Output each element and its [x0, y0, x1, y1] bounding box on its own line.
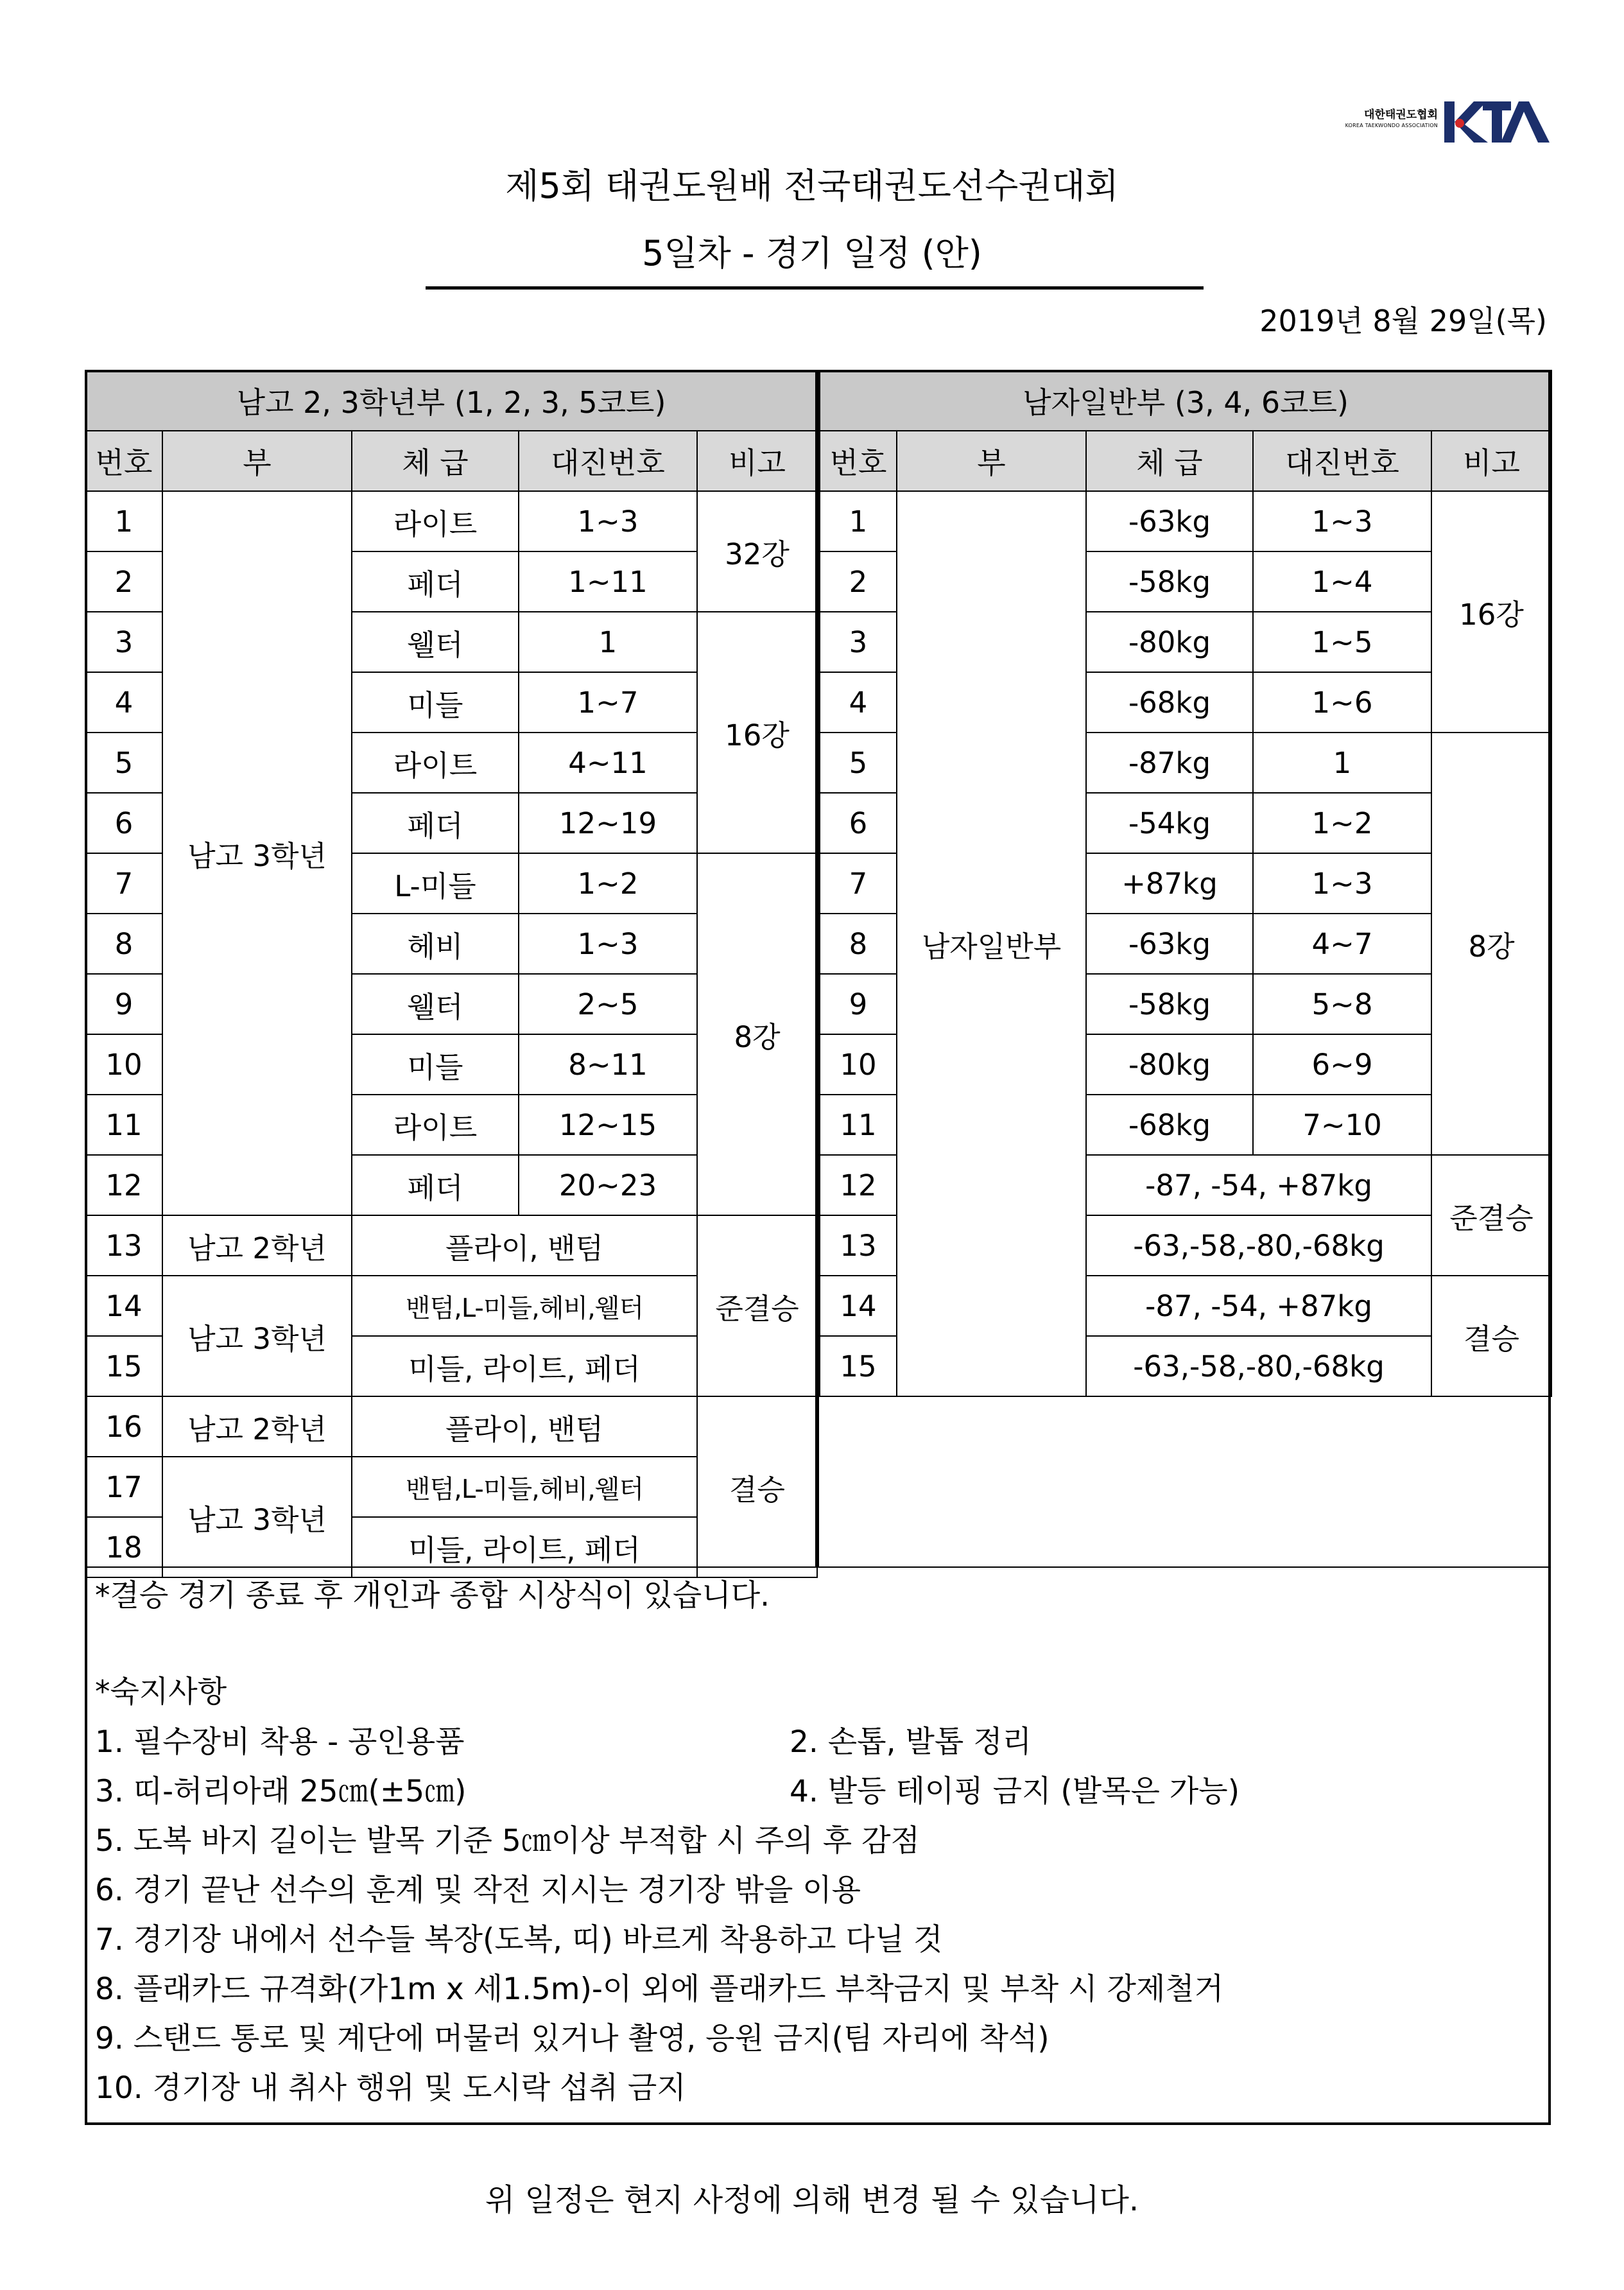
- weight-cell: -58kg: [1086, 551, 1253, 612]
- bracket-cell: 1~2: [519, 853, 697, 914]
- note-item: 3. 띠-허리아래 25㎝(±5㎝): [95, 1774, 467, 1809]
- row-number: 12: [85, 1155, 162, 1215]
- weight-cell: -68kg: [1086, 1095, 1253, 1155]
- row-number: 9: [820, 974, 897, 1034]
- row-number: 1: [85, 491, 162, 551]
- bracket-cell: 1~3: [519, 914, 697, 974]
- right-section-title: 남자일반부 (3, 4, 6코트): [820, 370, 1551, 431]
- bracket-cell: 1: [1253, 733, 1431, 793]
- bracket-cell: 1~3: [519, 491, 697, 551]
- bracket-cell: 12~19: [519, 793, 697, 853]
- row-number: 2: [820, 551, 897, 612]
- round-cell: 결승: [1431, 1276, 1551, 1396]
- row-number: 11: [820, 1095, 897, 1155]
- round-cell: 16강: [1431, 491, 1551, 733]
- row-number: 16: [85, 1396, 162, 1457]
- bracket-cell: 1~3: [1253, 491, 1431, 551]
- bracket-cell: 2~5: [519, 974, 697, 1034]
- weight-cell: -63kg: [1086, 914, 1253, 974]
- weights-cell: -63,-58,-80,-68kg: [1086, 1215, 1431, 1276]
- weight-cell: -68kg: [1086, 672, 1253, 733]
- right-header-division: 부: [897, 431, 1086, 491]
- bracket-cell: 6~9: [1253, 1034, 1431, 1095]
- schedule-frame: [85, 370, 1551, 2125]
- left-header-bracket: 대진번호: [519, 431, 697, 491]
- row-number: 5: [820, 733, 897, 793]
- row-number: 13: [85, 1215, 162, 1276]
- division-cell: 남고 3학년: [162, 1276, 352, 1396]
- row-number: 3: [85, 612, 162, 672]
- weight-cell: 라이트: [352, 491, 519, 551]
- weight-cell: 미들: [352, 1034, 519, 1095]
- division-cell: 남고 3학년: [162, 491, 352, 1215]
- weights-cell: -87, -54, +87kg: [1086, 1155, 1431, 1215]
- note-item: 1. 필수장비 착용 - 공인용품: [95, 1724, 465, 1760]
- weights-cell: -63,-58,-80,-68kg: [1086, 1336, 1431, 1396]
- weights-cell: 플라이, 밴텀: [352, 1215, 697, 1276]
- round-cell: 8강: [1431, 733, 1551, 1155]
- note-item: 8. 플래카드 규격화(가1m x 세1.5m)-이 외에 플래카드 부착금지 및 부착 시 강제철거: [95, 1972, 1224, 2007]
- division-cell: 남고 2학년: [162, 1396, 352, 1457]
- left-header-no: 번호: [85, 431, 162, 491]
- weights-cell: 미들, 라이트, 페더: [352, 1517, 697, 1577]
- round-cell: 결승: [697, 1396, 817, 1577]
- logo-english-name: KOREA TAEKWONDO ASSOCIATION: [1345, 123, 1438, 128]
- bracket-cell: 7~10: [1253, 1095, 1431, 1155]
- round-cell: 준결승: [1431, 1155, 1551, 1276]
- division-cell: 남고 3학년: [162, 1457, 352, 1577]
- bracket-cell: 4~7: [1253, 914, 1431, 974]
- bracket-cell: 1~2: [1253, 793, 1431, 853]
- schedule-date: 2019년 8월 29일(목): [1259, 304, 1547, 338]
- weights-cell: 밴텀,L-미들,헤비,웰터: [352, 1276, 697, 1336]
- document-title: 제5회 태권도원배 전국태권도선수권대회: [505, 166, 1119, 206]
- row-number: 15: [820, 1336, 897, 1396]
- row-number: 13: [820, 1215, 897, 1276]
- weight-cell: 페더: [352, 793, 519, 853]
- title-underline: [426, 286, 1204, 290]
- row-number: 12: [820, 1155, 897, 1215]
- note-item: 7. 경기장 내에서 선수들 복장(도복, 띠) 바르게 착용하고 다닐 것: [95, 1922, 943, 1957]
- row-number: 6: [85, 793, 162, 853]
- weight-cell: +87kg: [1086, 853, 1253, 914]
- right-header-weight: 체 급: [1086, 431, 1253, 491]
- row-number: 8: [820, 914, 897, 974]
- logo-korean-name: 대한태권도협회: [1364, 108, 1438, 121]
- weight-cell: -54kg: [1086, 793, 1253, 853]
- row-number: 7: [85, 853, 162, 914]
- document-subtitle: 5일차 - 경기 일정 (안): [642, 233, 982, 273]
- note-item: 4. 발등 테이핑 금지 (발목은 가능): [790, 1774, 1240, 1809]
- weights-cell: 플라이, 밴텀: [352, 1396, 697, 1457]
- note-item: 10. 경기장 내 취사 행위 및 도시락 섭취 금지: [95, 2070, 686, 2106]
- weight-cell: 라이트: [352, 733, 519, 793]
- left-section-title: 남고 2, 3학년부 (1, 2, 3, 5코트): [85, 370, 817, 431]
- bracket-cell: 4~11: [519, 733, 697, 793]
- bracket-cell: 20~23: [519, 1155, 697, 1215]
- row-number: 7: [820, 853, 897, 914]
- row-number: 17: [85, 1457, 162, 1517]
- bracket-cell: 1~3: [1253, 853, 1431, 914]
- weight-cell: -58kg: [1086, 974, 1253, 1034]
- right-header-bracket: 대진번호: [1253, 431, 1431, 491]
- weight-cell: L-미들: [352, 853, 519, 914]
- weights-cell: 미들, 라이트, 페더: [352, 1336, 697, 1396]
- round-cell: 준결승: [697, 1215, 817, 1396]
- row-number: 4: [85, 672, 162, 733]
- row-number: 4: [820, 672, 897, 733]
- weight-cell: -80kg: [1086, 1034, 1253, 1095]
- bracket-cell: 5~8: [1253, 974, 1431, 1034]
- bracket-cell: 1~4: [1253, 551, 1431, 612]
- weights-cell: -87, -54, +87kg: [1086, 1276, 1431, 1336]
- weights-cell: 밴텀,L-미들,헤비,웰터: [352, 1457, 697, 1517]
- weight-cell: 미들: [352, 672, 519, 733]
- right-header-note: 비고: [1431, 431, 1551, 491]
- weight-cell: -87kg: [1086, 733, 1253, 793]
- bracket-cell: 1~7: [519, 672, 697, 733]
- weight-cell: 헤비: [352, 914, 519, 974]
- row-number: 5: [85, 733, 162, 793]
- footer-note: 위 일정은 현지 사정에 의해 변경 될 수 있습니다.: [485, 2182, 1139, 2218]
- row-number: 11: [85, 1095, 162, 1155]
- round-cell: 16강: [697, 612, 817, 853]
- weight-cell: -63kg: [1086, 491, 1253, 551]
- bracket-cell: 8~11: [519, 1034, 697, 1095]
- weight-cell: 라이트: [352, 1095, 519, 1155]
- row-number: 2: [85, 551, 162, 612]
- row-number: 1: [820, 491, 897, 551]
- weight-cell: 페더: [352, 1155, 519, 1215]
- kta-logo: [1342, 96, 1553, 148]
- row-number: 3: [820, 612, 897, 672]
- notes-heading: *숙지사항: [95, 1674, 227, 1710]
- division-cell: 남고 2학년: [162, 1215, 352, 1276]
- note-item: 2. 손톱, 발톱 정리: [790, 1724, 1032, 1760]
- bracket-cell: 1~6: [1253, 672, 1431, 733]
- bracket-cell: 1~11: [519, 551, 697, 612]
- round-cell: 8강: [697, 853, 817, 1215]
- weight-cell: 페더: [352, 551, 519, 612]
- row-number: 9: [85, 974, 162, 1034]
- kta-mark-icon: [1443, 96, 1552, 148]
- weight-cell: 웰터: [352, 974, 519, 1034]
- row-number: 14: [820, 1276, 897, 1336]
- weight-cell: -80kg: [1086, 612, 1253, 672]
- weight-cell: 웰터: [352, 612, 519, 672]
- division-cell: 남자일반부: [897, 491, 1086, 1396]
- row-number: 18: [85, 1517, 162, 1577]
- award-note: *결승 경기 종료 후 개인과 종합 시상식이 있습니다.: [95, 1578, 770, 1613]
- bracket-cell: 12~15: [519, 1095, 697, 1155]
- bracket-cell: 1: [519, 612, 697, 672]
- round-cell: 32강: [697, 491, 817, 612]
- row-number: 10: [820, 1034, 897, 1095]
- note-item: 6. 경기 끝난 선수의 훈계 및 작전 지시는 경기장 밖을 이용: [95, 1873, 861, 1908]
- row-number: 14: [85, 1276, 162, 1336]
- row-number: 8: [85, 914, 162, 974]
- left-header-note: 비고: [697, 431, 817, 491]
- left-header-weight: 체 급: [352, 431, 519, 491]
- row-number: 15: [85, 1336, 162, 1396]
- left-header-division: 부: [162, 431, 352, 491]
- bracket-cell: 1~5: [1253, 612, 1431, 672]
- note-item: 5. 도복 바지 길이는 발목 기준 5㎝이상 부적합 시 주의 후 감점: [95, 1823, 920, 1859]
- right-header-no: 번호: [820, 431, 897, 491]
- row-number: 6: [820, 793, 897, 853]
- note-item: 9. 스탠드 통로 및 계단에 머물러 있거나 촬영, 응원 금지(팀 자리에 착석): [95, 2021, 1050, 2056]
- row-number: 10: [85, 1034, 162, 1095]
